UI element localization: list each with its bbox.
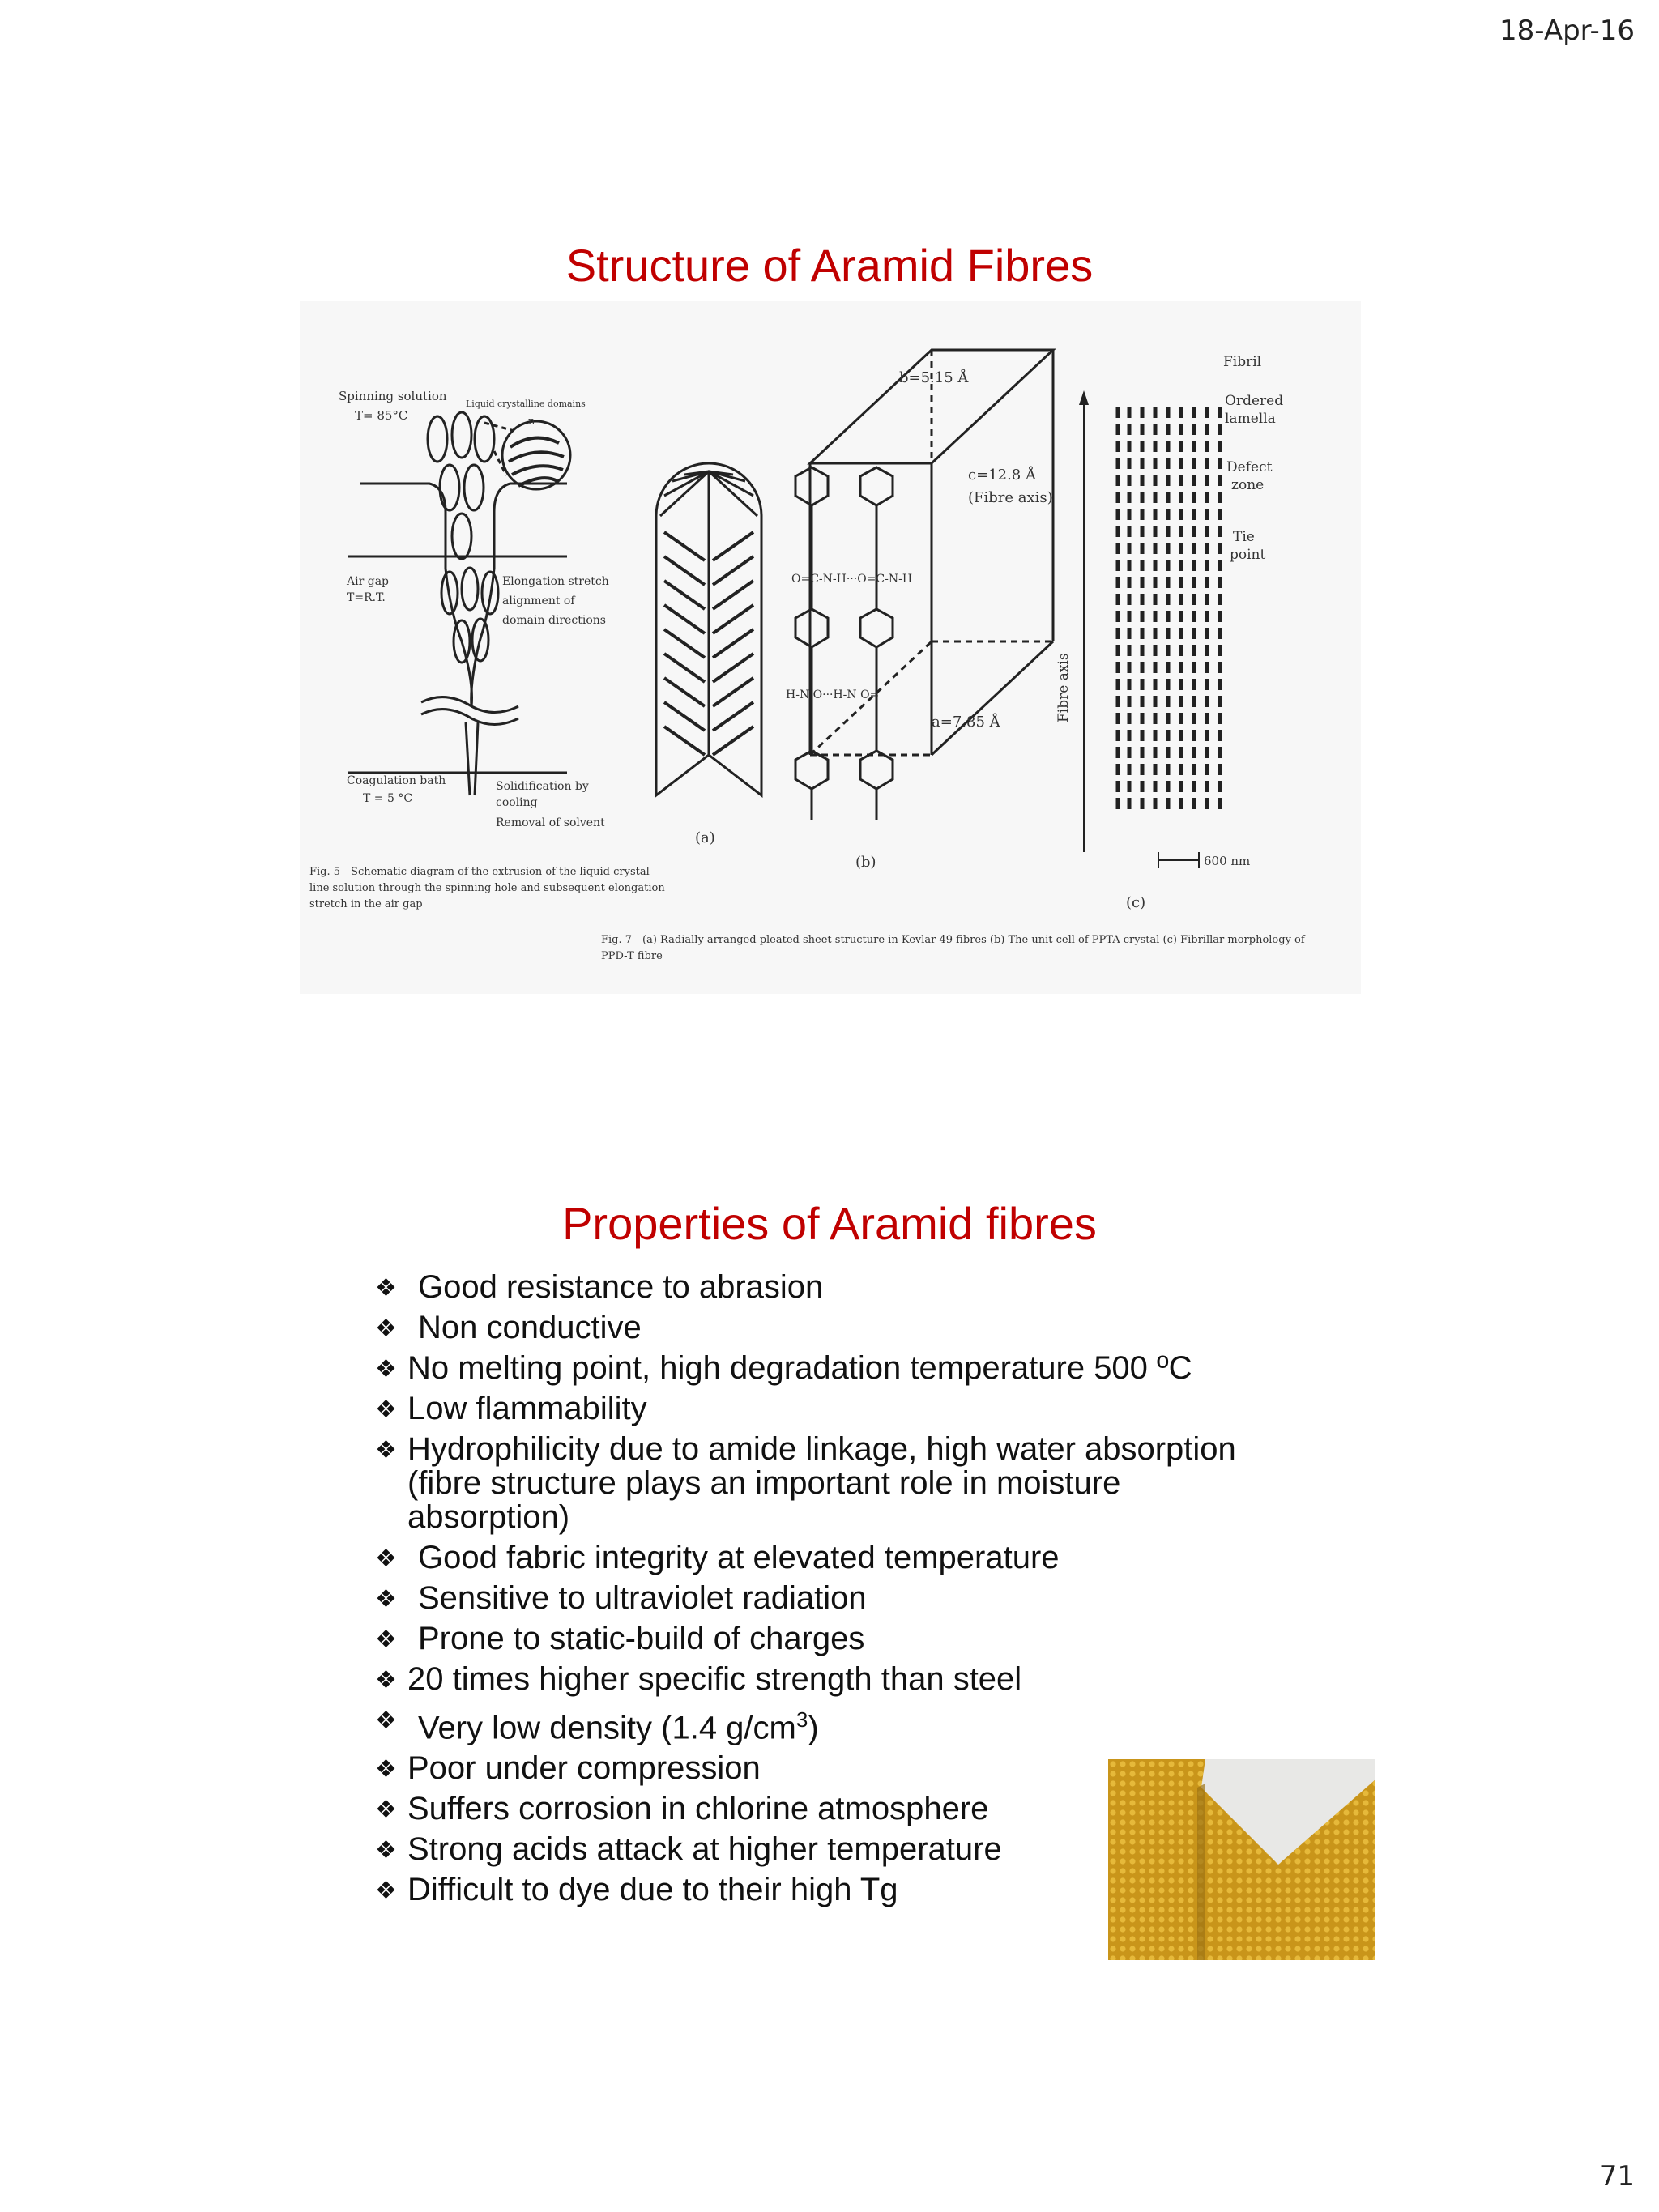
label-coagulation-temp: T = 5 °C — [363, 792, 413, 805]
diamond-bullet-icon: ❖ — [375, 1756, 397, 1784]
list-item — [375, 1351, 1347, 1385]
label-a-axis: a=7.85 Å — [932, 714, 1000, 731]
label-nh-top: O=C-N-H···O=C-N-H — [791, 573, 913, 586]
list-item-text: Low flammability — [407, 1391, 647, 1426]
list-item-text: Good fabric integrity at elevated temperature — [418, 1540, 1060, 1575]
label-elongation-2: alignment of — [502, 595, 575, 607]
label-spinning-solution: Spinning solution — [339, 389, 447, 403]
density-superscript: 3 — [795, 1707, 808, 1732]
diamond-bullet-icon: ❖ — [375, 1667, 397, 1694]
list-item — [375, 1311, 1347, 1345]
fibrillar-morphology-diagram — [1079, 390, 1220, 868]
list-item-text: Difficult to dye due to their high Tg — [407, 1872, 898, 1908]
right-caption-line-1: Fig. 7—(a) Radially arranged pleated sheet structure in Kevlar 49 fibres (b) The unit cell of PPTA crystal (c) Fibrillar morphology of — [601, 934, 1305, 946]
label-nh-bottom: H-N O···H-N O= — [786, 688, 880, 701]
label-b-axis: b=5.15 Å — [899, 369, 969, 386]
list-item-text: Strong acids attack at higher temperature — [407, 1831, 1002, 1868]
label-ordered-2: lamella — [1225, 411, 1276, 427]
label-solidification-1: Solidification by — [496, 780, 589, 793]
aramid-structure-figure — [300, 301, 1361, 994]
list-item-text: Good resistance to abrasion — [418, 1269, 824, 1305]
diamond-bullet-icon: ❖ — [375, 1626, 397, 1653]
label-defect-2: zone — [1231, 477, 1265, 493]
label-ordered-1: Ordered — [1225, 393, 1284, 409]
list-item-text: Non conductive — [418, 1310, 642, 1345]
label-tie-2: point — [1230, 547, 1266, 563]
list-item-text: Very low density (1.4 g/cm — [418, 1710, 796, 1746]
diamond-bullet-icon: ❖ — [375, 1545, 397, 1572]
label-solidification-2: cooling — [496, 796, 538, 809]
diamond-bullet-icon: ❖ — [375, 1437, 397, 1464]
label-liquid-crystalline: Liquid crystalline domains — [466, 399, 586, 409]
list-item — [375, 1270, 1347, 1304]
list-item-text: Prone to static-build of charges — [418, 1621, 865, 1656]
diamond-bullet-icon: ❖ — [375, 1796, 397, 1824]
label-n: n — [528, 416, 535, 428]
slide-title-structure: Structure of Aramid Fibres — [565, 240, 1094, 291]
page-number: 71 — [1599, 2160, 1635, 2193]
list-item — [375, 1541, 1347, 1575]
list-item-text: Poor under compression — [407, 1750, 761, 1787]
panel-label-b: (b) — [855, 854, 876, 871]
list-item — [375, 1581, 1347, 1615]
label-fibre-axis-vertical: Fibre axis — [1056, 653, 1072, 722]
slide-date: 18-Apr-16 — [1499, 15, 1635, 47]
diamond-bullet-icon: ❖ — [375, 1586, 397, 1613]
list-item — [375, 1432, 1347, 1534]
slide-title-properties: Properties of Aramid fibres — [562, 1198, 1097, 1249]
label-fibre-axis-unit-cell: (Fibre axis) — [968, 489, 1053, 506]
label-air-gap: Air gap — [347, 575, 390, 588]
list-item — [375, 1662, 1347, 1696]
panel-label-a: (a) — [695, 829, 715, 846]
diamond-bullet-icon: ❖ — [375, 1877, 397, 1905]
label-elongation-1: Elongation stretch — [502, 575, 609, 588]
diamond-bullet-icon: ❖ — [375, 1707, 397, 1734]
list-item-continuation: absorption) — [407, 1499, 570, 1535]
list-item — [375, 1703, 1347, 1745]
label-scale-600nm: 600 nm — [1204, 854, 1251, 868]
aramid-fabric-photo — [1108, 1759, 1375, 1960]
label-defect-1: Defect — [1226, 459, 1273, 475]
density-close-paren: ) — [808, 1710, 819, 1746]
pleated-sheet-diagram — [656, 463, 761, 795]
left-caption-line-3: stretch in the air gap — [309, 898, 423, 910]
label-tie-1: Tie — [1233, 529, 1255, 545]
label-removal: Removal of solvent — [496, 816, 605, 829]
list-item — [375, 1392, 1347, 1426]
right-caption-line-2: PPD-T fibre — [601, 950, 663, 962]
diamond-bullet-icon: ❖ — [375, 1356, 397, 1383]
label-air-gap-temp: T=R.T. — [347, 591, 386, 604]
diamond-bullet-icon: ❖ — [375, 1396, 397, 1423]
diamond-bullet-icon: ❖ — [375, 1837, 397, 1865]
left-caption-line-1: Fig. 5—Schematic diagram of the extrusion of the liquid crystal- — [309, 866, 654, 878]
list-item-text: Suffers corrosion in chlorine atmosphere — [407, 1791, 989, 1827]
list-item-text: Hydrophilicity due to amide linkage, high water absorption — [407, 1431, 1236, 1467]
list-item-text: 20 times higher specific strength than steel — [407, 1661, 1022, 1697]
panel-label-c: (c) — [1126, 894, 1146, 911]
label-fibril: Fibril — [1223, 354, 1262, 370]
structure-diagram — [300, 301, 1361, 994]
list-item-continuation: (fibre structure plays an important role in moisture — [407, 1465, 1121, 1501]
list-item — [375, 1622, 1347, 1656]
list-item-text: No melting point, high degradation temperature 500 ºC — [407, 1350, 1192, 1386]
diamond-bullet-icon: ❖ — [375, 1275, 397, 1302]
label-spinning-temp: T= 85°C — [355, 408, 408, 423]
label-coagulation: Coagulation bath — [347, 774, 446, 787]
fabric-swatch — [1108, 1759, 1375, 1960]
diamond-bullet-icon: ❖ — [375, 1315, 397, 1342]
left-caption-line-2: line solution through the spinning hole and subsequent elongation — [309, 882, 665, 894]
label-c-axis: c=12.8 Å — [968, 467, 1036, 484]
list-item-text: Sensitive to ultraviolet radiation — [418, 1580, 867, 1616]
label-elongation-3: domain directions — [502, 614, 606, 627]
